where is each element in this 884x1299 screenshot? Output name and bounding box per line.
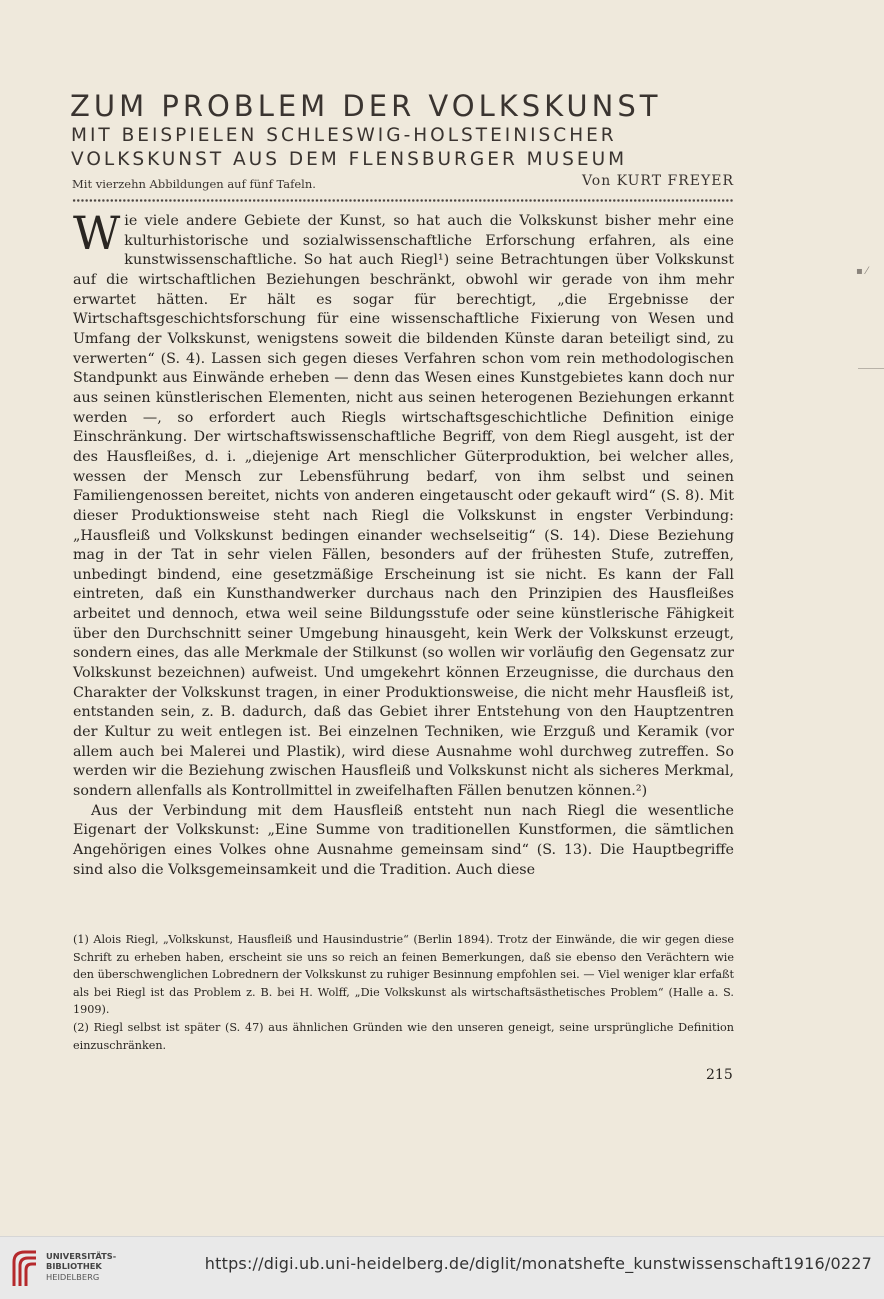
library-logo-icon[interactable] <box>10 1248 40 1288</box>
article-subtitle-line1: MIT BEISPIELEN SCHLESWIG-HOLSTEINISCHER <box>71 125 617 146</box>
article-subtitle-line2: VOLKSKUNST AUS DEM FLENSBURGER MUSEUM <box>71 149 628 170</box>
footnotes <box>73 931 734 1054</box>
article-body <box>73 206 734 880</box>
footnote-2: (2) Riegl selbst ist später (S. 47) aus ähnlichen Gründen wie den unseren geneigt, seine ursprüngliche Definition einzuschränken. <box>73 1020 734 1052</box>
footnote-1: (1) Alois Riegl, „Volkskunst, Hausfleiß und Hausindustrie“ (Berlin 1894). Trotz der Einwände, die wir gegen diese Schrift zu erheben haben, erscheint sie uns so reich an feinen Bemerkungen, daß sie ebenso den Verächtern wie den überschwenglichen Lobrednern der Volkskunst zu ruhiger Besinnung empfohlen sei. — Viel weniger klar erfaßt als bei Riegl ist das Problem z. B. bei H. Wolff, „Die Volkskunst als wirtschaftsästhetisches Problem“ (Halle a. S. 1909). <box>73 933 734 1017</box>
illustrations-note: Mit vierzehn Abbildungen auf fünf Tafeln. <box>72 177 316 191</box>
body-paragraph: Aus der Verbindung mit dem Hausfleiß entsteht nun nach Riegl die wesentliche Eigenart der Volkskunst: „Eine Summe von traditionellen Kunstformen, die sämtlichen Angehörigen eines Volkes ohne Ausnahme gemeinsam sind“ (S. 13). Die Hauptbegriffe sind also die Volksgemeinsamkeit und die Tradition. Auch diese <box>73 802 734 878</box>
author-byline: Von KURT FREYER <box>581 173 734 189</box>
logo-line-1: UNIVERSITÄTS- <box>46 1251 117 1261</box>
logo-line-2: BIBLIOTHEK <box>46 1261 102 1272</box>
drop-cap: W <box>73 206 121 260</box>
dotted-divider <box>72 198 734 204</box>
margin-rule <box>858 368 884 369</box>
page-number: 215 <box>706 1067 733 1083</box>
paragraph-text: ie viele andere Gebiete der Kunst, so hat auch die Volkskunst bisher mehr eine kulturhistorische und sozialwissenschaftliche Erforschung erfahren, als eine kunstwissenschaftliche. So hat auch Riegl¹) seine Betrachtungen über Volkskunst auf die wirtschaftlichen Beziehungen beschränkt, obwohl wir gerade von ihm mehr erwartet hätten. Er hält es sogar für berechtigt, „die Ergebnisse der Wirtschaftsgeschichtsforschung für eine wissenschaftliche Fixierung von Wesen und Umfang der Volkskunst, wenigstens soweit die bildenden Künste daran beteiligt sind, zu verwerten“ (S. 4). Lassen sich gegen dieses Verfahren schon vom rein methodologischen Standpunkt aus Einwände erheben — denn das Wesen eines Kunstgebietes kann doch nur aus seinen künstlerischen Elementen, nicht aus seinen heterogenen Beziehungen erkannt werden —, so erfordert auch Riegls wirtschaftsgeschichtliche Definition einige Einschränkung. Der wirtschaftswissenschaftliche Begriff, von dem Riegl ausgeht, ist der des Hausfleißes, d. i. „diejenige Art menschlicher Güterproduktion, bei welcher alles, wessen der Mensch zur Lebensführung bedarf, von ihm selbst und seinen Familiengenossen bereitet, nichts von anderen eingetauscht oder gekauft wird“ (S. 8). Mit dieser Produktionsweise steht nach Riegl die Volkskunst in engster Verbindung: „Hausfleiß und Volkskunst bedingen einander wechselseitig“ (S. 14). Diese Beziehung mag in der Tat in sehr vielen Fällen, besonders auf der frühesten Stufe, zutreffen, unbedingt bindend, eine gesetzmäßige Erscheinung ist sie nicht. Es kann der Fall eintreten, daß ein Kunsthandwerker durchaus nach den Prinzipien des Hausfleißes arbeitet und dennoch, etwa weil seine Bildungsstufe oder seine künstlerische Fähigkeit über den Durchschnitt seiner Umgebung hinausgeht, kein Werk der Volkskunst erzeugt, sondern eines, das alle Merkmale der Stilkunst (so wollen wir vorläufig den Gegensatz zur Volkskunst bezeichnen) aufweist. Und umgekehrt können Erzeugnisse, die durchaus den Charakter der Volkskunst tragen, in einer Produktionsweise, die nicht mehr Hausfleiß ist, entstanden sein, z. B. dadurch, daß das Gebiet ihrer Entstehung von den Hauptzentren der Kultur zu weit entlegen ist. Bei einzelnen Techniken, wie Erzguß und Keramik (vor allem auch bei Malerei und Plastik), wird diese Ausnahme wohl durchweg zutreffen. So werden wir die Beziehung zwischen Hausfleiß und Volkskunst nicht als sicheres Merkmal, sondern allenfalls als Kontrollmittel in zweifelhaften Fällen benutzen können.²) <box>73 213 734 800</box>
article-title: ZUM PROBLEM DER VOLKSKUNST <box>70 89 662 123</box>
body-paragraph <box>73 206 734 802</box>
logo-line-3: HEIDELBERG <box>46 1271 100 1282</box>
margin-mark-icon: ▪ ⁄ <box>856 266 868 277</box>
library-logo-text[interactable] <box>46 1251 116 1282</box>
viewer-footer <box>0 1236 884 1299</box>
permalink-url[interactable]: https://digi.ub.uni-heidelberg.de/diglit/monatshefte_kunstwissenschaft1916/0227 <box>204 1254 872 1273</box>
byline-row <box>72 173 734 193</box>
